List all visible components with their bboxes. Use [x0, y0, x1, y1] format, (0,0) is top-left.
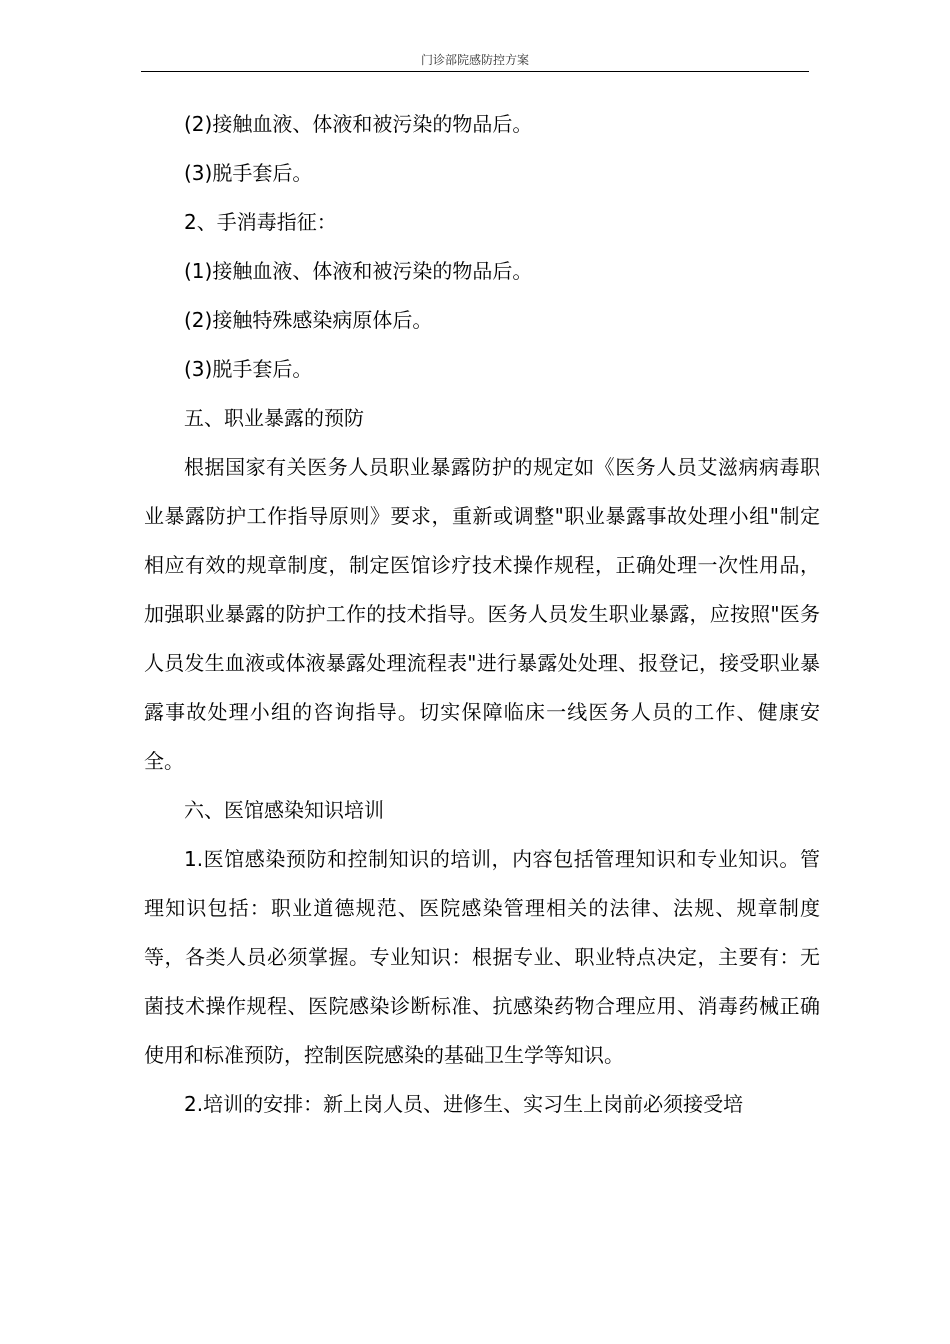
- paragraph-training-content: 1.医馆感染预防和控制知识的培训，内容包括管理知识和专业知识。管理知识包括：职业道德规范、医院感染管理相关的法律、法规、规章制度等，各类人员必须掌握。专业知识：根据专业、职业特点决定，主要有：无菌技术操作规程、医院感染诊断标准、抗感染药物合理应用、消毒药械正确使用和标准预防，控制医院感染的基础卫生学等知识。: [144, 847, 820, 1067]
- section-heading-occupational-exposure: 五、职业暴露的预防: [184, 406, 364, 430]
- list-item-wash-after-gloves: (3)脱手套后。: [184, 161, 313, 185]
- document-body: [144, 100, 820, 1129]
- paragraph-occupational-exposure: 根据国家有关医务人员职业暴露防护的规定如《医务人员艾滋病病毒职业暴露防护工作指导原则》要求，重新或调整"职业暴露事故处理小组"制定相应有效的规章制度，制定医馆诊疗技术操作规程，正确处理一次性用品，加强职业暴露的防护工作的技术指导。医务人员发生职业暴露，应按照"医务人员发生血液或体液暴露处理流程表"进行暴露处处理、报登记，接受职业暴露事故处理小组的咨询指导。切实保障临床一线医务人员的工作、健康安全。: [144, 455, 820, 773]
- section-heading-infection-training: 六、医馆感染知识培训: [184, 798, 384, 822]
- page-header-title: 门诊部院感防控方案: [420, 53, 529, 67]
- list-item-disinfect-after-pathogen: (2)接触特殊感染病原体后。: [184, 308, 433, 332]
- list-item-wash-after-contact: (2)接触血液、体液和被污染的物品后。: [184, 112, 533, 136]
- section-hand-disinfection-heading: 2、手消毒指征：: [184, 210, 337, 234]
- header-divider: [141, 71, 809, 72]
- list-item-disinfect-after-contact: (1)接触血液、体液和被污染的物品后。: [184, 259, 533, 283]
- paragraph-training-schedule: 2.培训的安排：新上岗人员、进修生、实习生上岗前必须接受培: [184, 1092, 744, 1116]
- list-item-disinfect-after-gloves: (3)脱手套后。: [184, 357, 313, 381]
